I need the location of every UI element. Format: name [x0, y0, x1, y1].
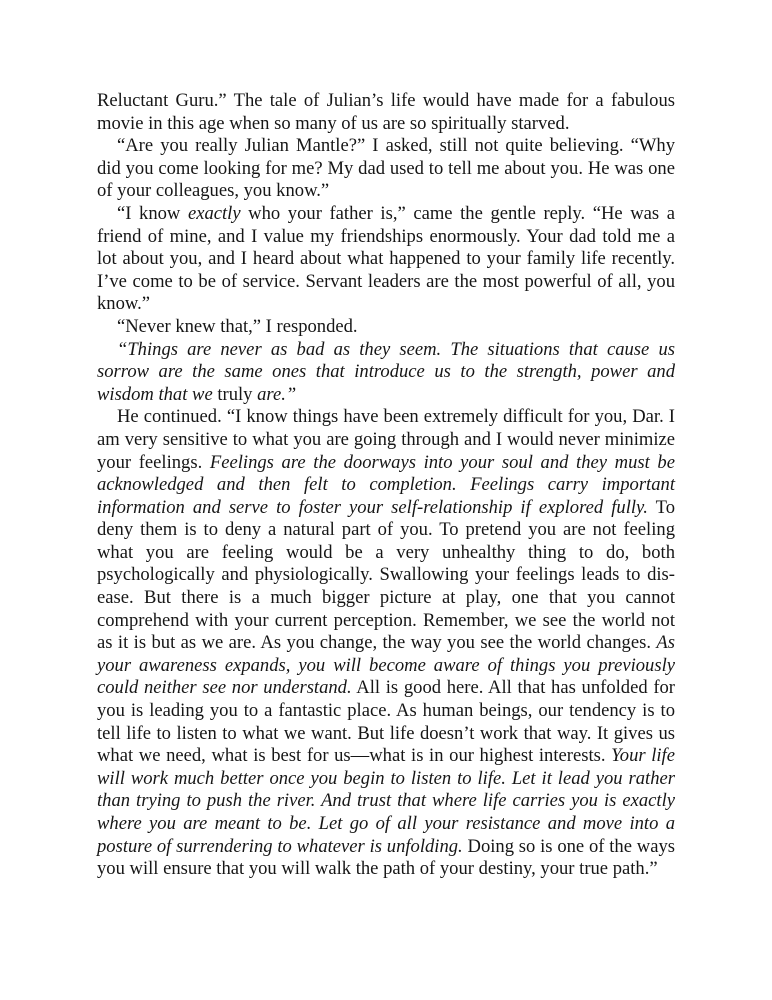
italic-text: are.”	[252, 383, 297, 405]
text-run: truly	[217, 383, 253, 405]
paragraph	[97, 203, 675, 316]
text-run: “Are you really Julian Mantle?” I asked, still not quite believing. “Why did you come looking for me? My dad used to tell me about you. He was one of your colleagues, you know.”	[97, 135, 675, 202]
paragraph	[97, 406, 675, 880]
text-run: Reluctant Guru.” The tale of Julian’s life would have made for a fabulous movie in this age when so many of us are so spiritually starved.	[97, 90, 675, 134]
text-run: “Never knew that,” I responded.	[117, 315, 358, 337]
paragraph	[97, 339, 675, 407]
italic-text: Your life will work much better once you begin to listen to life. Let it lead you rather than trying to push the river. And trust that where life carries you is exactly where you are meant to be. Let go of all your resistance and move into a posture of surrendering to whatever is unfolding.	[97, 745, 675, 857]
paragraph	[97, 90, 675, 135]
italic-text: As your awareness expands, you will become aware of things you previously could neither see nor understand.	[97, 632, 675, 699]
italic-text: “Things are never as bad as they seem. The situations that cause us sorrow are the same ones that introduce us to the strength, power and wisdom that we	[97, 338, 675, 405]
text-run: He continued. “I know things have been extremely difficult for you, Dar. I am very sensitive to what you are going through and I would never minimize your feelings.	[97, 406, 675, 473]
page-text	[97, 90, 675, 881]
text-run: To deny them is to deny a natural part of you. To pretend you are not feeling what you are feeling would be a very unhealthy thing to do, both psychologically and physiologically. Swallowing your feelings leads to disease. But there is a much bigger picture at play, one that you cannot comprehend with your current perception. Remember, we see the world not as it is but as we are. As you change, the way you see the world changes.	[97, 496, 675, 654]
text-run: “I know	[117, 202, 188, 224]
paragraph	[97, 135, 675, 203]
italic-text: Feelings are the doorways into your soul and they must be acknowledged and then felt to completion. Feelings carry important information and serve to foster your self-relationship if explored fully.	[97, 451, 675, 518]
text-run: All is good here. All that has unfolded for you is leading you to a fantastic place. As human beings, our tendency is to tell life to listen to what we want. But life doesn’t work that way. It gives us what we need, what is best for us—what is in our highest interests.	[97, 677, 675, 767]
text-run: who your father is,” came the gentle reply. “He was a friend of mine, and I value my friendships enormously. Your dad told me a lot about you, and I heard about what happened to your family life recently. I’ve come to be of service. Servant leaders are the most powerful of all, you know.”	[97, 202, 675, 315]
italic-text: exactly	[187, 202, 241, 224]
text-run: Doing so is one of the ways you will ensure that you will walk the path of your destiny, your true path.”	[97, 835, 675, 880]
paragraph	[97, 316, 675, 339]
